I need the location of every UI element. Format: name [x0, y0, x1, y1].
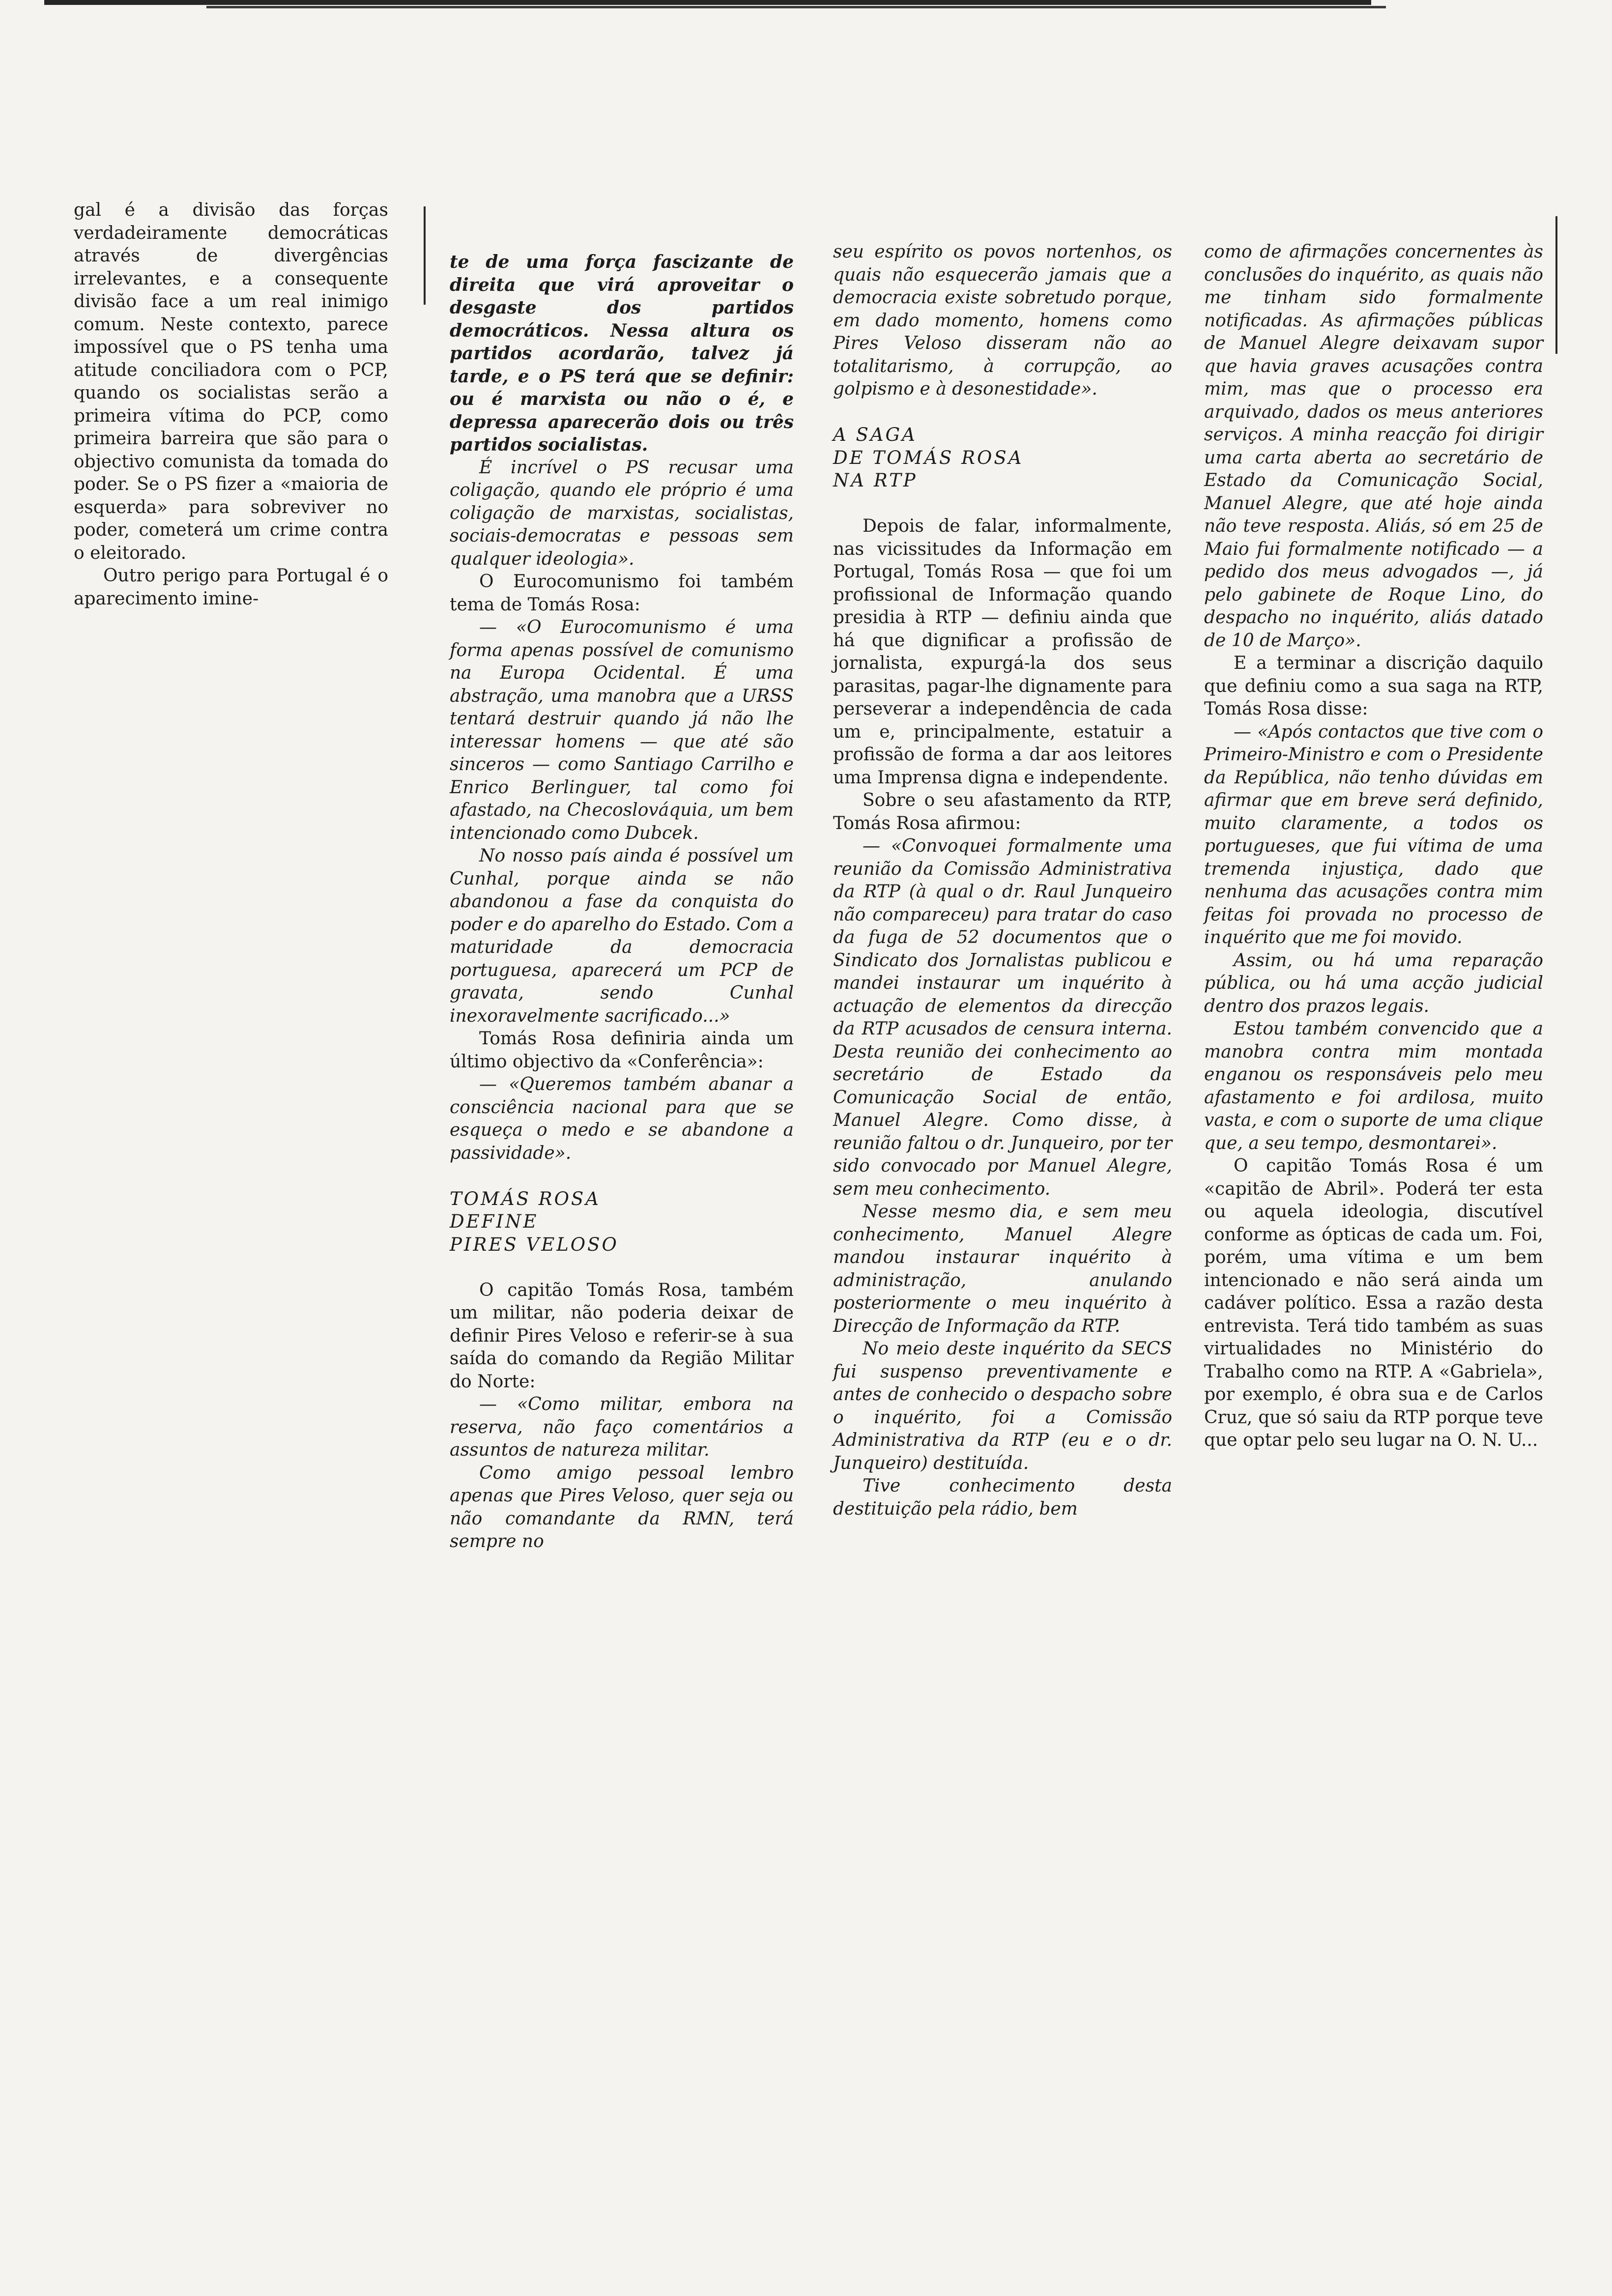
col3-heading-line-3: NA RTP [833, 470, 918, 491]
col3-paragraph-3: Sobre o seu afastamento da RTP, Tomás Rosa afirmou: [833, 790, 1172, 833]
col2-paragraph-1: te de uma força fascizante de direita que virá aproveitar o desgaste dos partidos democráticos. Nessa altura os partidos acordarão, talvez já tarde, e o PS terá que se definir: ou é marxista ou não o é, e depressa aparecerão dois ou três partidos socialistas. [450, 252, 794, 455]
col2-paragraph-2: É incrível o PS recusar uma coligação, quando ele próprio é uma coligação de marxistas, socialistas, sociais-democratas e pessoas sem qualquer ideologia». [450, 457, 794, 569]
col4-paragraph-1: como de afirmações concernentes às conclusões do inquérito, as quais não me tinham sido formalmente notificadas. As afirmações públicas de Manuel Alegre deixavam supor que havia graves acusações contra mim, mas que o processo era arquivado, dados os meus anteriores serviços. A minha reacção foi dirigir uma carta aberta ao secretário de Estado da Comunicação Social, Manuel Alegre, que até hoje ainda não teve resposta. Aliás, só em 25 de Maio fui formalmente notificado — a pedido dos meus advogados —, já pelo gabinete de Roque Lino, do despacho no inquérito, aliás datado de 10 de Março». [1204, 242, 1543, 651]
article-column-4 [1204, 241, 1543, 1452]
col4-paragraph-6: O capitão Tomás Rosa é um «capitão de Abril». Poderá ter esta ou aquela ideologia, discutível conforme as ópticas de cada um. Foi, porém, uma vítima e um bem intencionado e não será ainda um cadáver político. Essa a razão desta entrevista. Terá tido também as suas virtualidades no Ministério do Trabalho como na RTP. A «Gabriela», por exemplo, é obra sua e de Carlos Cruz, que só saiu da RTP porque teve que optar pelo seu lugar na O. N. U... [1204, 1156, 1543, 1450]
article-column-3 [833, 241, 1172, 1521]
column-rule-1 [424, 206, 426, 305]
top-rule [44, 0, 1371, 5]
col2-heading-line-3: PIRES VELOSO [450, 1234, 619, 1255]
col2-paragraph-8: O capitão Tomás Rosa, também um militar, não poderia deixar de definir Pires Veloso e referir-se à sua saída do comando da Região Militar do Norte: [450, 1280, 794, 1392]
col3-paragraph-1: seu espírito os povos nortenhos, os quais não esquecerão jamais que a democracia existe sobretudo porque, em dado momento, homens como Pires Veloso disseram não ao totalitarismo, à corrupção, ao golpismo e à desonestidade». [833, 242, 1172, 399]
col2-paragraph-9: — «Como militar, embora na reserva, não faço comentários a assuntos de natureza militar. [450, 1394, 794, 1460]
article-column-1 [74, 199, 388, 610]
col3-paragraph-7: Tive conhecimento desta destituição pela rádio, bem [833, 1476, 1172, 1519]
column-rule-4 [1555, 216, 1557, 354]
col4-paragraph-3: — «Após contactos que tive com o Primeiro-Ministro e com o Presidente da República, não tenho dúvidas em afirmar que em breve será definido, muito claramente, a todos os portugueses, que fui vítima de uma tremenda injustiça, dado que nenhuma das acusações contra mim feitas foi provada no processo de inquérito que me foi movido. [1204, 721, 1543, 947]
col2-paragraph-3: O Eurocomunismo foi também tema de Tomás Rosa: [450, 572, 794, 615]
col2-paragraph-5: No nosso país ainda é possível um Cunhal, porque ainda se não abandonou a fase da conquista do poder e do aparelho do Estado. Com a maturidade da democracia portuguesa, aparecerá um PCP de gravata, sendo Cunhal inexoravelmente sacrificado...» [450, 846, 794, 1026]
article-column-2 [450, 251, 794, 1553]
col2-heading-line-2: DEFINE [450, 1211, 539, 1232]
col2-paragraph-6: Tomás Rosa definiria ainda um último objectivo da «Conferência»: [450, 1029, 794, 1072]
top-rule-secondary [206, 6, 1386, 8]
col2-paragraph-10: Como amigo pessoal lembro apenas que Pires Veloso, quer seja ou não comandante da RMN, terá sempre no [450, 1463, 794, 1551]
col3-heading-line-1: A SAGA [833, 424, 917, 445]
col4-paragraph-5: Estou também convencido que a manobra contra mim montada enganou os responsáveis pelo meu afastamento e foi ardilosa, muito vasta, e com o suporte de uma clique que, a seu tempo, desmontarei». [1204, 1019, 1543, 1153]
col4-paragraph-4: Assim, ou há uma reparação pública, ou há uma acção judicial dentro dos prazos legais. [1204, 950, 1543, 1016]
col3-paragraph-5: Nesse mesmo dia, e sem meu conhecimento, Manuel Alegre mandou instaurar inquérito à administração, anulando posteriormente o meu inquérito à Direcção de Informação da RTP. [833, 1202, 1172, 1336]
col2-heading-line-1: TOMÁS ROSA [450, 1188, 601, 1209]
col3-paragraph-4: — «Convoquei formalmente uma reunião da Comissão Administrativa da RTP (à qual o dr. Raul Junqueiro não compareceu) para tratar do caso da fuga de 52 documentos que o Sindicato dos Jornalistas publicou e mandei instaurar um inquérito à actuação de elementos da direcção da RTP acusados de censura interna. Desta reunião dei conhecimento ao secretário de Estado da Comunicação Social de então, Manuel Alegre. Como disse, à reunião faltou o dr. Junqueiro, por ter sido convocado por Manuel Alegre, sem meu conhecimento. [833, 836, 1172, 1199]
col3-heading-line-2: DE TOMÁS ROSA [833, 447, 1024, 468]
col3-paragraph-6: No meio deste inquérito da SECS fui suspenso preventivamente e antes de conhecido o despacho sobre o inquérito, foi a Comissão Administrativa da RTP (eu e o dr. Junqueiro) destituída. [833, 1339, 1172, 1473]
col1-paragraph-1: gal é a divisão das forças verdadeiramente democráticas através de divergências irrelevantes, e a consequente divisão face a um real inimigo comum. Neste contexto, parece impossível que o PS tenha uma atitude conciliadora com o PCP, quando os socialistas serão a primeira vítima do PCP, como primeira barreira que são para o objectivo comunista da tomada do poder. Se o PS fizer a «maioria de esquerda» para sobreviver no poder, cometerá um crime contra o eleitorado. [74, 200, 388, 563]
col2-paragraph-7: — «Queremos também abanar a consciência nacional para que se esqueça o medo e se abandone a passividade». [450, 1074, 794, 1163]
col1-paragraph-2: Outro perigo para Portugal é o aparecimento imine- [74, 566, 388, 609]
col2-paragraph-4: — «O Eurocomunismo é uma forma apenas possível de comunismo na Europa Ocidental. É uma abstração, uma manobra que a URSS tentará destruir quando já não lhe interessar homens — que até são sinceros — como Santiago Carrilho e Enrico Berlinguer, tal como foi afastado, na Checoslováquia, um bem intencionado como Dubcek. [450, 617, 794, 843]
col4-paragraph-2: E a terminar a discrição daquilo que definiu como a sua saga na RTP, Tomás Rosa disse: [1204, 653, 1543, 719]
col3-paragraph-2: Depois de falar, informalmente, nas vicissitudes da Informação em Portugal, Tomás Rosa — que foi um profissional de Informação quando presidia à RTP — definiu ainda que há que dignificar a profissão de jornalista, expurgá-la dos seus parasitas, pagar-lhe dignamente para perseverar a independência de cada um e, principalmente, estatuir a profissão de forma a dar aos leitores uma Imprensa digna e independente. [833, 516, 1172, 788]
